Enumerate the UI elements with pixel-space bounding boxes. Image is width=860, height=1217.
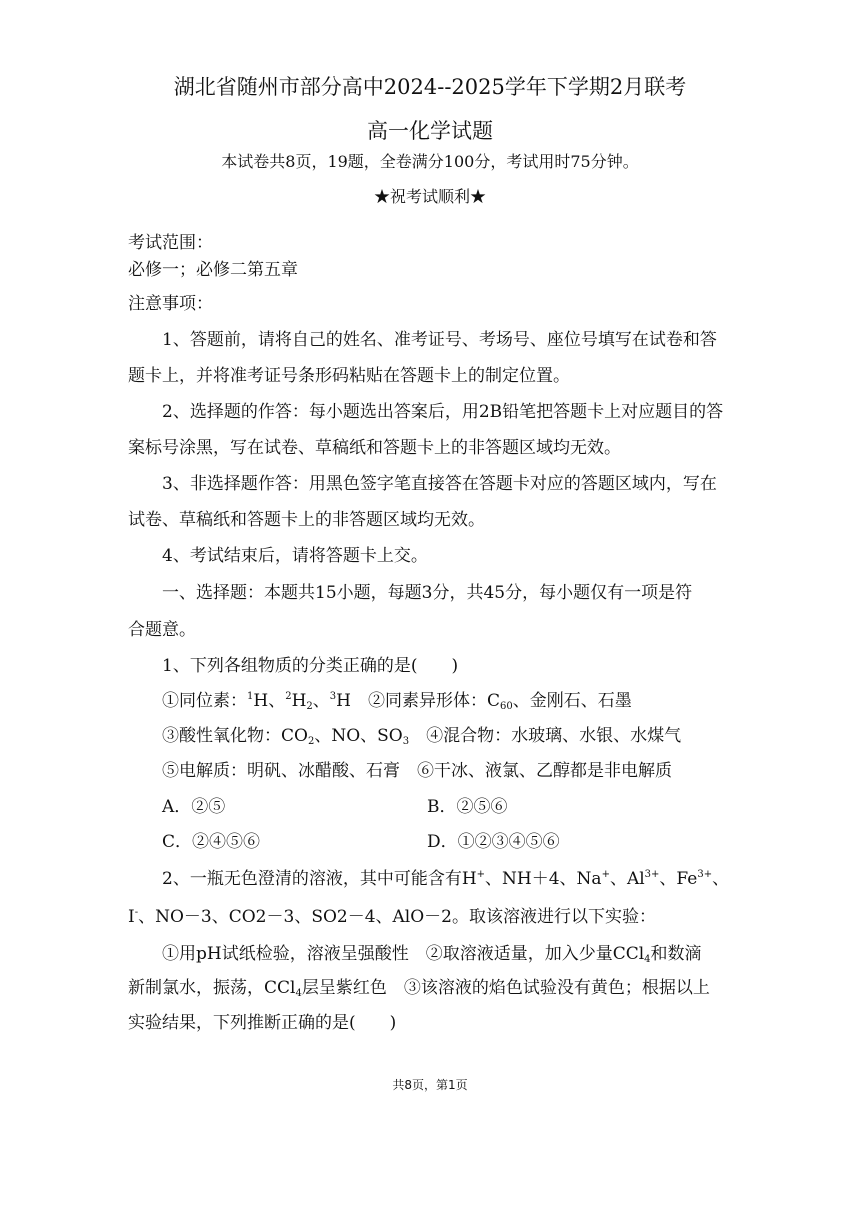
note-3-line-1: 3、非选择题作答：用黑色签字笔直接答在答题卡对应的答题区域内，写在 bbox=[162, 474, 717, 494]
q1-iso3-mass: 3 bbox=[329, 691, 337, 702]
notes-label: 注意事项： bbox=[128, 294, 213, 314]
q1-co2-subscript: 2 bbox=[307, 736, 315, 747]
q2-line-5: 实验结果，下列推断正确的是( ) bbox=[128, 1013, 397, 1033]
q1-item3-prefix: ③酸性氧化物：CO bbox=[162, 726, 308, 746]
q2-line-1 bbox=[162, 867, 729, 891]
q2-line-3 bbox=[162, 942, 702, 966]
note-4: 4、考试结束后，请将答题卡上交。 bbox=[162, 546, 428, 566]
q2-line2-rest: 、NO－3、CO2－3、SO2－4、AlO－2。取该溶液进行以下实验： bbox=[138, 907, 656, 927]
q1-c60-subscript: 60 bbox=[500, 701, 513, 712]
q1-item3-mid: 、NO、SO bbox=[314, 726, 403, 746]
q1-iso2-symbol: H bbox=[291, 691, 307, 711]
q1-so3-subscript: 3 bbox=[402, 736, 410, 747]
q1-items-3-4 bbox=[162, 724, 681, 748]
q2-na-charge: + bbox=[601, 869, 610, 880]
q1-option-c: C．②④⑤⑥ bbox=[162, 832, 261, 852]
q2-line4-prefix: 新制氯水，振荡，CCl bbox=[128, 978, 296, 998]
q1-iso2-subscript: 2 bbox=[306, 701, 313, 712]
q2-line1-end: 、 bbox=[712, 869, 730, 889]
exam-info: 本试卷共8页，19题，全卷满分100分，考试用时75分钟。 bbox=[221, 152, 639, 171]
q1-iso2-mass: 2 bbox=[285, 691, 292, 702]
q1-option-b: B．②⑤⑥ bbox=[427, 797, 508, 817]
note-2-line-1: 2、选择题的作答：每小题选出答案后，用2B铅笔把答题卡上对应题目的答 bbox=[162, 402, 724, 422]
q1-iso1-symbol: H、 bbox=[253, 691, 286, 711]
section-1-intro-line-2: 合题意。 bbox=[128, 620, 196, 640]
q2-line3-end: 和数滴 bbox=[650, 944, 702, 964]
q2-line-2 bbox=[128, 905, 656, 929]
q2-line1-prefix: 2、一瓶无色澄清的溶液，其中可能含有H bbox=[162, 869, 477, 889]
q1-option-d: D．①②③④⑤⑥ bbox=[427, 832, 560, 852]
q2-i-charge: - bbox=[134, 907, 139, 918]
exam-title: 湖北省随州市部分高中2024--2025学年下学期2月联考 bbox=[173, 75, 687, 99]
q1-item1-prefix: ①同位素： bbox=[162, 691, 247, 711]
q2-line2-prefix: I bbox=[128, 907, 135, 927]
note-3-line-2: 试卷、草稿纸和答题卡上的非答题区域均无效。 bbox=[128, 510, 485, 530]
note-2-line-2: 案标号涂黑，写在试卷、草稿纸和答题卡上的非答题区域均无效。 bbox=[128, 438, 621, 458]
q2-line4-end: 层呈紫红色 ③该溶液的焰色试验没有黄色；根据以上 bbox=[301, 978, 710, 998]
scope-label: 考试范围： bbox=[128, 233, 213, 253]
q1-item4: ④混合物：水玻璃、水银、水煤气 bbox=[409, 726, 682, 746]
q1-stem: 1、下列各组物质的分类正确的是( ) bbox=[162, 656, 459, 676]
q2-line1-mid1: 、NH＋4、Na bbox=[485, 869, 602, 889]
exam-subtitle: 高一化学试题 bbox=[367, 119, 493, 143]
q2-line1-mid2: 、Al bbox=[609, 869, 645, 889]
q2-fe-charge: 3+ bbox=[697, 869, 713, 880]
q2-al-charge: 3+ bbox=[644, 869, 660, 880]
q2-line3-prefix: ①用pH试纸检验，溶液呈强酸性 ②取溶液适量，加入少量CCl bbox=[162, 944, 645, 964]
blessing-text: ★祝考试顺利★ bbox=[373, 187, 486, 206]
q1-iso3-symbol: H ②同素异形体：C bbox=[336, 691, 500, 711]
note-1-line-2: 题卡上，并将准考证号条形码粘贴在答题卡上的制定位置。 bbox=[128, 366, 570, 386]
q1-items-5-6: ⑤电解质：明矾、冰醋酸、石膏 ⑥干冰、液氯、乙醇都是非电解质 bbox=[162, 761, 672, 781]
q2-h-charge: + bbox=[476, 869, 486, 880]
q2-line-4 bbox=[128, 976, 710, 1000]
scope-value: 必修一；必修二第五章 bbox=[128, 260, 298, 280]
q2-ccl4-subscript-2: 4 bbox=[295, 988, 302, 999]
section-1-intro-line-1: 一、选择题：本题共15小题，每题3分，共45分，每小题仅有一项是符 bbox=[162, 583, 693, 603]
page-footer: 共8页，第1页 bbox=[392, 1078, 468, 1092]
q1-item2-rest: 、金刚石、石墨 bbox=[512, 691, 632, 711]
q2-ccl4-subscript-1: 4 bbox=[644, 954, 651, 965]
q1-option-a: A．②⑤ bbox=[162, 797, 226, 817]
note-1-line-1: 1、答题前，请将自己的姓名、准考证号、考场号、座位号填写在试卷和答 bbox=[162, 330, 717, 350]
q1-items-1-2 bbox=[162, 689, 632, 713]
q2-line1-mid3: 、Fe bbox=[659, 869, 698, 889]
q1-iso2-separator: 、 bbox=[312, 691, 330, 711]
q1-iso1-mass: 1 bbox=[247, 691, 254, 702]
